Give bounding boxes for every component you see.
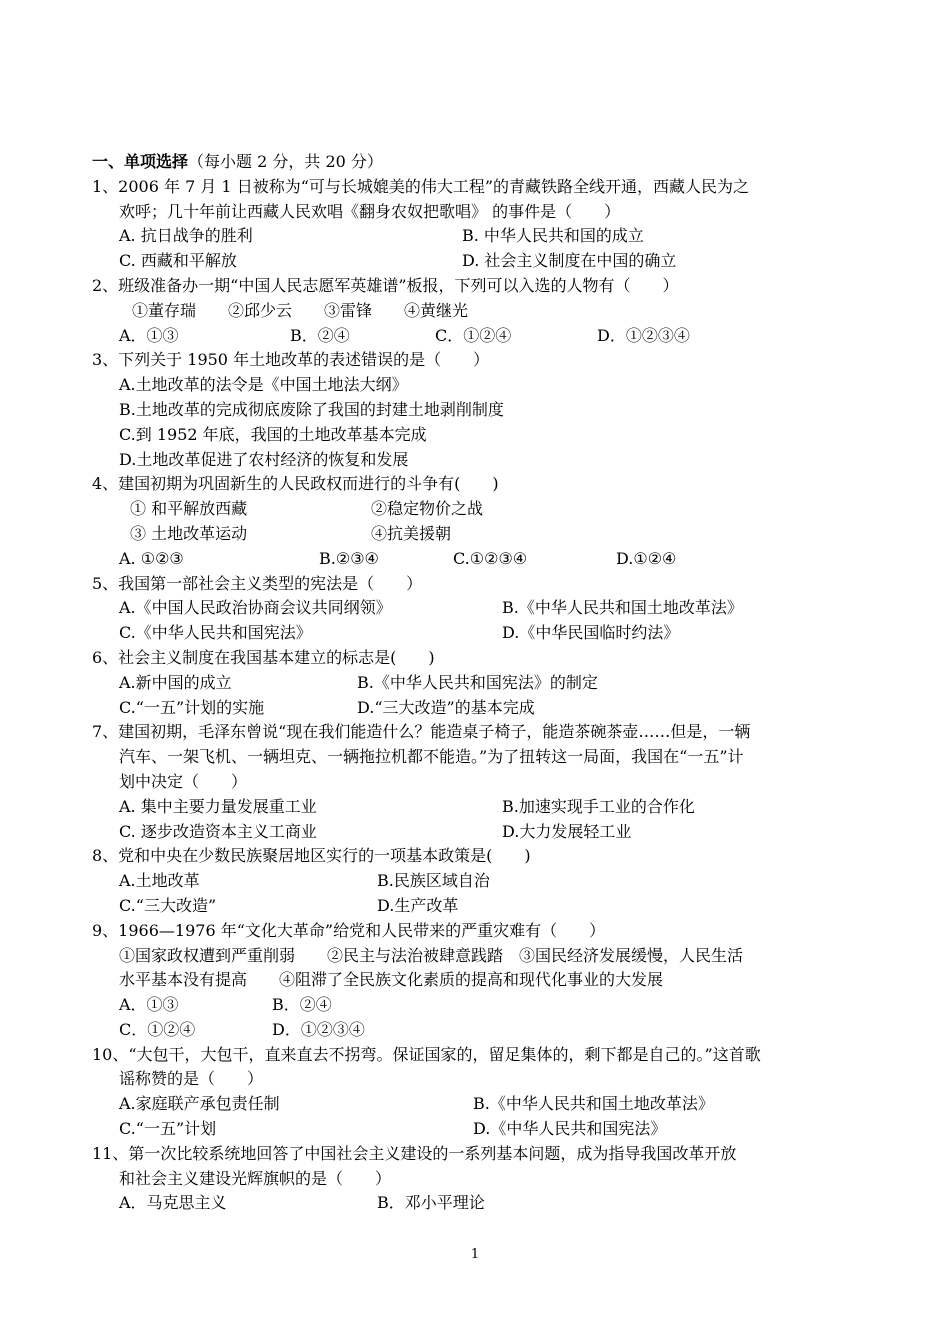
- option-c[interactable]: C. 西藏和平解放: [119, 251, 237, 271]
- question-text-line: 3、下列关于 1950 年土地改革的表述错误的是（ ）: [92, 350, 490, 370]
- option-c[interactable]: C.①②③④: [453, 548, 528, 568]
- choice-3: ③ 土地改革运动: [130, 523, 248, 543]
- option-row: [92, 423, 867, 448]
- option-d[interactable]: D．①②③④: [272, 1019, 365, 1039]
- option-d[interactable]: D.“三大改造”的基本完成: [357, 697, 535, 717]
- option-row: [92, 894, 867, 919]
- question-2: [92, 274, 867, 348]
- question-1: [92, 175, 867, 274]
- option-b[interactable]: B.《中华人民共和国土地改革法》: [502, 598, 743, 618]
- option-a[interactable]: A.《中国人民政治协商会议共同纲领》: [119, 598, 392, 618]
- option-row: [92, 1191, 867, 1216]
- option-b[interactable]: B. 中华人民共和国的成立: [462, 226, 644, 246]
- question-text-line: 谣称赞的是（ ）: [119, 1069, 264, 1089]
- option-row: [92, 795, 867, 820]
- choice-row: [92, 497, 867, 522]
- option-c[interactable]: C.“三大改造”: [119, 895, 217, 915]
- option-b[interactable]: B．邓小平理论: [377, 1193, 485, 1213]
- option-row: [92, 1117, 867, 1142]
- option-row: [92, 869, 867, 894]
- question-text-line: 7、建国初期，毛泽东曾说“现在我们能造什么？能造桌子椅子，能造茶碗茶壶……但是，一辆: [92, 722, 751, 742]
- page-number: 1: [470, 1247, 480, 1262]
- option-d[interactable]: D.大力发展轻工业: [502, 821, 632, 841]
- question-11: [92, 1142, 867, 1216]
- question-choices-line: 水平基本没有提高 ④阻滞了全民族文化素质的提高和现代化事业的大发展: [119, 970, 664, 990]
- option-c[interactable]: C.《中华人民共和国宪法》: [119, 623, 312, 643]
- option-row: [92, 596, 867, 621]
- question-choices-line: ①董存瑞 ②邱少云 ③雷锋 ④黄继光: [132, 300, 469, 320]
- option-row: [92, 448, 867, 473]
- option-row: [92, 621, 867, 646]
- question-text-line: 10、“大包干，大包干，直来直去不拐弯。保证国家的，留足集体的，剩下都是自己的。”这首歌: [92, 1044, 761, 1064]
- option-d[interactable]: D. 社会主义制度在中国的确立: [462, 251, 677, 271]
- question-text-line: 5、我国第一部社会主义类型的宪法是（ ）: [92, 573, 423, 593]
- question-list: [92, 150, 867, 1216]
- question-5: [92, 572, 867, 646]
- option-d[interactable]: D.土地改革促进了农村经济的恢复和发展: [119, 449, 409, 469]
- question-6: [92, 646, 867, 720]
- section-score-note: （每小题 2 分，共 20 分）: [188, 152, 383, 171]
- option-row: [92, 671, 867, 696]
- option-row: [92, 373, 867, 398]
- option-b[interactable]: B.《中华人民共和国土地改革法》: [473, 1094, 714, 1114]
- option-a[interactable]: A. ①②③: [119, 548, 184, 568]
- question-8: [92, 844, 867, 918]
- option-c[interactable]: C.“一五”计划: [119, 1119, 217, 1139]
- choice-row: [92, 522, 867, 547]
- choice-1: ① 和平解放西藏: [130, 499, 248, 519]
- option-b[interactable]: B．②④: [290, 325, 350, 345]
- question-text-line: 9、1966—1976 年“文化大革命”给党和人民带来的严重灾难有（ ）: [92, 920, 606, 940]
- option-a[interactable]: A.新中国的成立: [119, 672, 232, 692]
- question-4: [92, 472, 867, 571]
- option-row: [92, 547, 867, 572]
- option-b[interactable]: B．②④: [272, 995, 332, 1015]
- question-text-line: 和社会主义建设光辉旗帜的是（ ）: [119, 1168, 392, 1188]
- option-d[interactable]: D．①②③④: [597, 325, 690, 345]
- option-row: [92, 249, 867, 274]
- option-d[interactable]: D.生产改革: [377, 895, 459, 915]
- option-row: [92, 224, 867, 249]
- option-row: [92, 1092, 867, 1117]
- option-c[interactable]: C．①②④: [119, 1019, 196, 1039]
- option-d[interactable]: D.《中华人民共和国宪法》: [473, 1119, 667, 1139]
- question-choices-line: ①国家政权遭到严重削弱 ②民主与法治被肆意践踏 ③国民经济发展缓慢，人民生活: [119, 945, 744, 965]
- option-c[interactable]: C. 逐步改造资本主义工商业: [119, 821, 317, 841]
- option-b[interactable]: B.②③④: [319, 548, 379, 568]
- section-heading: [92, 150, 867, 175]
- option-row: [92, 993, 867, 1018]
- option-a[interactable]: A.土地改革: [119, 871, 200, 891]
- option-a[interactable]: A. 集中主要力量发展重工业: [119, 796, 317, 816]
- question-text-line: 8、党和中央在少数民族聚居地区实行的一项基本政策是( ): [92, 846, 531, 866]
- section-title: 一、单项选择: [92, 152, 189, 171]
- option-a[interactable]: A．马克思主义: [119, 1193, 227, 1213]
- question-3: [92, 348, 867, 472]
- choice-2: ②稳定物价之战: [371, 499, 484, 519]
- question-text-line: 2、班级准备办一期“中国人民志愿军英雄谱”板报，下列可以入选的人物有（ ）: [92, 275, 679, 295]
- choice-4: ④抗美援朝: [371, 523, 452, 543]
- option-row: [92, 1018, 867, 1043]
- option-d[interactable]: D.①②④: [616, 548, 677, 568]
- option-c[interactable]: C．①②④: [435, 325, 512, 345]
- option-b[interactable]: B.民族区域自治: [377, 871, 490, 891]
- option-row: [92, 820, 867, 845]
- option-a[interactable]: A．①③: [119, 325, 179, 345]
- option-row: [92, 324, 867, 349]
- question-10: [92, 1043, 867, 1142]
- question-text-line: 11、第一次比较系统地回答了中国社会主义建设的一系列基本问题，成为指导我国改革开放: [92, 1143, 737, 1163]
- option-b[interactable]: B.土地改革的完成彻底废除了我国的封建土地剥削制度: [119, 399, 504, 419]
- option-row: [92, 696, 867, 721]
- option-b[interactable]: B.加速实现手工业的合作化: [502, 796, 695, 816]
- option-d[interactable]: D.《中华民国临时约法》: [502, 623, 680, 643]
- option-a[interactable]: A. 抗日战争的胜利: [119, 226, 253, 246]
- option-a[interactable]: A.土地改革的法令是《中国土地法大纲》: [119, 375, 408, 395]
- question-text-line: 1、2006 年 7 月 1 日被称为“可与长城媲美的伟大工程”的青藏铁路全线开通，西藏人民为之: [92, 176, 750, 196]
- question-text-line: 4、建国初期为巩固新生的人民政权而进行的斗争有( ): [92, 474, 499, 494]
- question-text-line: 欢呼；几十年前让西藏人民欢唱《翻身农奴把歌唱》 的事件是（ ）: [119, 201, 621, 221]
- option-a[interactable]: A.家庭联产承包责任制: [119, 1094, 280, 1114]
- question-text-line: 6、社会主义制度在我国基本建立的标志是( ): [92, 647, 435, 667]
- option-b[interactable]: B.《中华人民共和国宪法》的制定: [357, 672, 598, 692]
- question-text-line: 划中决定（ ）: [119, 771, 248, 791]
- question-7: [92, 720, 867, 844]
- question-9: [92, 919, 867, 1043]
- option-c[interactable]: C.“一五”计划的实施: [119, 697, 265, 717]
- option-a[interactable]: A．①③: [119, 995, 179, 1015]
- question-text-line: 汽车、一架飞机、一辆坦克、一辆拖拉机都不能造。”为了扭转这一局面，我国在“一五”计: [119, 747, 744, 767]
- option-row: [92, 398, 867, 423]
- option-c[interactable]: C.到 1952 年底，我国的土地改革基本完成: [119, 424, 427, 444]
